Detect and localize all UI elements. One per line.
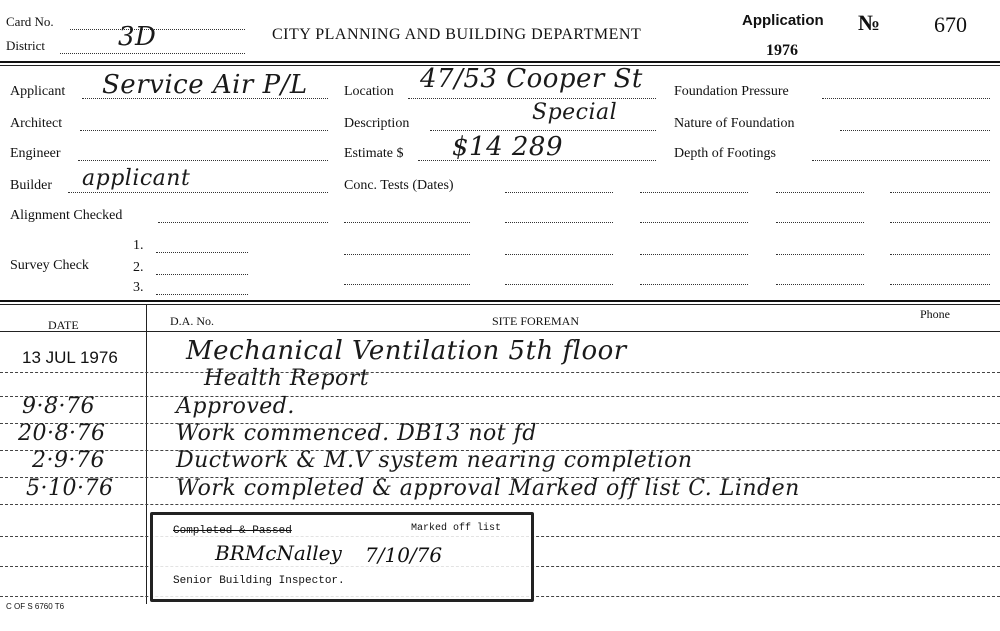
log-date: 13 JUL 1976: [22, 348, 118, 367]
conc-line-b1: [505, 222, 613, 223]
alignment-line: [158, 222, 328, 223]
conc-line-b2: [640, 222, 748, 223]
location-line: [408, 98, 656, 99]
conc-line-c4: [890, 254, 990, 255]
log-entry: Approved.: [176, 394, 295, 419]
survey-item-1: 1.: [133, 238, 144, 253]
survey-line-3: [156, 294, 248, 295]
description-label: Description: [344, 116, 410, 131]
estimate-value: $14 289: [452, 132, 564, 162]
conc-line-c1: [505, 254, 613, 255]
phone-header: Phone: [920, 307, 950, 321]
conc-line-d4: [890, 284, 990, 285]
log-entry: Health Report: [204, 366, 370, 391]
conc-line-a4: [890, 192, 990, 193]
approval-stamp: [150, 512, 534, 602]
card-no-label: Card No.: [6, 14, 54, 29]
stamp-title: Senior Building Inspector.: [173, 575, 345, 587]
card-no-line: [70, 29, 245, 30]
description-value: Special: [532, 100, 618, 125]
location-label: Location: [344, 84, 394, 99]
district-value: 3D: [118, 22, 157, 52]
foundation-pressure-line: [822, 98, 990, 99]
applicant-label: Applicant: [10, 84, 66, 99]
row-line: [0, 372, 1000, 373]
log-entry: Ductwork & M.V system nearing completion: [176, 448, 693, 473]
conc-line-a1: [505, 192, 613, 193]
depth-footings-label: Depth of Footings: [674, 146, 776, 161]
log-top-rule-2: [0, 304, 1000, 305]
conc-line-c0: [344, 254, 470, 255]
stamp-marked-text: Marked off list: [411, 523, 502, 534]
alignment-label: Alignment Checked: [10, 208, 123, 223]
nature-foundation-label: Nature of Foundation: [674, 116, 795, 131]
estimate-label: Estimate $: [344, 146, 404, 161]
description-line: [430, 130, 656, 131]
stamp-signature: BRMcNalley: [215, 541, 342, 565]
foundation-pressure-label: Foundation Pressure: [674, 84, 789, 99]
architect-line: [80, 130, 328, 131]
engineer-label: Engineer: [10, 146, 61, 161]
log-date: 2·9·76: [32, 448, 105, 473]
conc-line-c2: [640, 254, 748, 255]
footer-code: C OF S 6760 T6: [6, 602, 65, 611]
number-symbol: №: [858, 10, 881, 35]
log-date: 9·8·76: [22, 394, 95, 419]
nature-foundation-line: [840, 130, 990, 131]
log-top-rule: [0, 300, 1000, 302]
application-label: Application: [742, 12, 824, 29]
builder-line: [68, 192, 328, 193]
log-entry: Work completed & approval Marked off list C. Linden: [176, 476, 800, 501]
log-date: 20·8·76: [18, 421, 106, 446]
conc-line-a2: [640, 192, 748, 193]
log-date: 5·10·76: [26, 476, 114, 501]
conc-line-b3: [776, 222, 864, 223]
stamp-completed-text: Completed & Passed: [173, 525, 292, 537]
builder-value: applicant: [82, 166, 191, 191]
conc-line-b0: [344, 222, 470, 223]
builder-label: Builder: [10, 178, 52, 193]
conc-line-d0: [344, 284, 470, 285]
application-number: 670: [934, 12, 967, 37]
applicant-value: Service Air P/L: [102, 70, 308, 100]
date-header: DATE: [48, 318, 79, 332]
application-year: 1976: [766, 42, 798, 59]
district-line: [60, 53, 245, 54]
district-label: District: [6, 38, 45, 53]
row-line: [0, 396, 1000, 397]
survey-item-3: 3.: [133, 280, 144, 295]
da-header: D.A. No.: [170, 314, 214, 328]
survey-line-1: [156, 252, 248, 253]
survey-line-2: [156, 274, 248, 275]
log-header-rule: [0, 331, 1000, 332]
location-value: 47/53 Cooper St: [420, 64, 643, 94]
conc-line-a3: [776, 192, 864, 193]
conc-line-b4: [890, 222, 990, 223]
row-line: [0, 504, 1000, 505]
conc-line-d3: [776, 284, 864, 285]
engineer-line: [78, 160, 328, 161]
conc-tests-label: Conc. Tests (Dates): [344, 178, 454, 193]
survey-label: Survey Check: [10, 258, 89, 273]
stamp-date: 7/10/76: [365, 543, 443, 567]
log-entry: Work commenced. DB13 not fd: [176, 421, 537, 446]
depth-footings-line: [812, 160, 990, 161]
architect-label: Architect: [10, 116, 63, 131]
survey-item-2: 2.: [133, 260, 144, 275]
date-column-divider: [146, 304, 147, 604]
foreman-header: SITE FOREMAN: [492, 314, 580, 328]
conc-line-d2: [640, 284, 748, 285]
conc-line-d1: [505, 284, 613, 285]
conc-line-c3: [776, 254, 864, 255]
department-title: CITY PLANNING AND BUILDING DEPARTMENT: [272, 26, 642, 43]
header-rule: [0, 61, 1000, 63]
log-entry: Mechanical Ventilation 5th floor: [186, 336, 627, 366]
